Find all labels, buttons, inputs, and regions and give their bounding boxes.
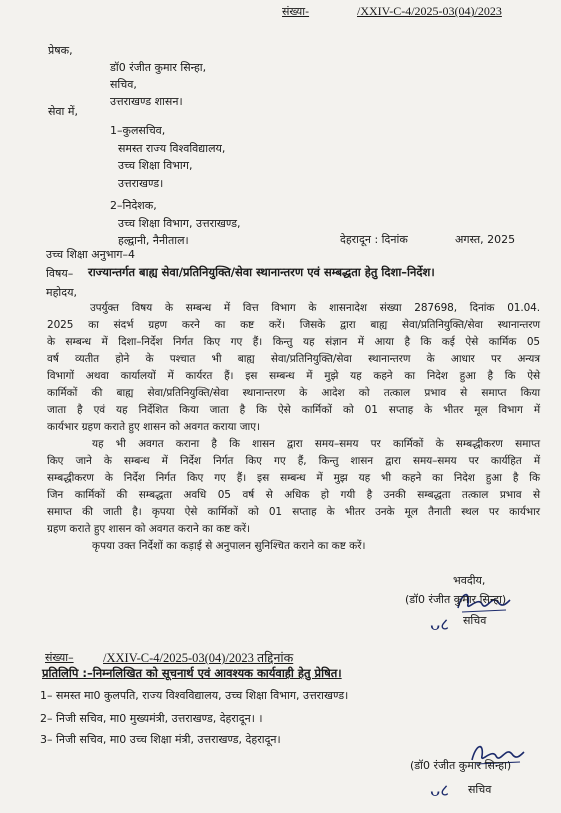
subject-label: विषय– <box>46 267 74 280</box>
recipient-1-line-4: उत्तराखण्ड। <box>118 177 164 190</box>
signature-1-designation: सचिव <box>463 614 487 627</box>
body-p1-line-8: कार्यभार ग्रहण कराते हुए शासन को अवगत कराया जाए। <box>47 421 261 433</box>
body-p3: कृपया उक्त निर्देशों का कड़ाई से अनुपालन सुनिश्चित कराने का कष्ट करें। <box>92 540 366 552</box>
initials-1-icon: ᴗ८ <box>430 615 450 635</box>
signature-2-name: (डॉ0 रंजीत कुमार सिन्हा) <box>410 759 512 772</box>
body-p1-line-1: उपर्युक्त विषय के सम्बन्ध में वित्त विभाग के शासनादेश संख्या 287698, दिनांक 01.04. <box>90 302 540 314</box>
month-year: अगस्त, 2025 <box>455 233 516 246</box>
copy-ref-number: /XXIV-C-4/2025-03(04)/2023 तद्दिनांक <box>103 651 294 665</box>
recipient-1-line-2: समस्त राज्य विश्वविद्यालय, <box>118 142 226 155</box>
body-p1-line-3: के सम्बन्ध में दिशा–निर्देश निर्गत किए गए हैं। किन्तु यह संज्ञान में आया है कि कई ऐसे कार्मिक 05 <box>47 336 540 348</box>
recipient-2-line-3: हल्द्वानी, नैनीताल। <box>118 234 189 247</box>
salutation: महोदय, <box>46 286 77 299</box>
body-p2-line-3: सम्बद्धीकरण के निर्देश निर्गत किए गए हैं। इस सम्बन्ध में मुझ यह भी कहने का निदेश हुआ है कि <box>47 472 540 484</box>
recipient-1-line-1: 1–कुलसचिव, <box>110 124 166 137</box>
copy-item-1: 1– समस्त मा0 कुलपति, राज्य विश्वविद्यालय, उच्च शिक्षा विभाग, उत्तराखण्ड। <box>40 689 349 702</box>
section-name: उच्च शिक्षा अनुभाग–4 <box>46 248 136 261</box>
body-p1-line-7: जाता है एवं यह निर्देशित किया जाता है कि ऐसे कार्मिकों को 01 सप्ताह के भीतर मूल विभाग में <box>47 404 540 416</box>
copy-item-3: 3– निजी सचिव, मा0 उच्च शिक्षा मंत्री, उत्तराखण्ड, देहरादून। <box>40 733 281 746</box>
body-p2-line-1: यह भी अवगत कराना है कि शासन द्वारा समय–समय पर कार्मिकों के सम्बद्धीकरण समाप्त <box>92 438 540 450</box>
body-p2-line-5: समाप्त की जाती है। कृपया ऐसे कार्मिकों को 01 सप्ताह के भीतर उनके मूल तैनाती स्थल पर कार्यभार <box>47 506 540 518</box>
copy-item-2: 2– निजी सचिव, मा0 मुख्यमंत्री, उत्तराखण्ड, देहरादून। । <box>40 712 263 725</box>
recipient-2-line-1: 2–निदेशक, <box>110 199 157 212</box>
body-p1-line-4: वर्ष व्यतीत होने के पश्चात भी बाह्य सेवा/प्रतिनियुक्ति/सेवा स्थानान्तरण के आधार पर अन्यत्र <box>47 353 540 365</box>
recipients-label: सेवा में, <box>48 105 78 118</box>
signature-1-name: (डॉ0 रंजीत कुमार सिन्हा) <box>405 593 507 606</box>
body-p2-line-2: किए जाने के सम्बन्ध में निर्देश निर्गत किए गए हैं, किन्तु शासन द्वारा समय–समय पर कार्यहित में <box>47 455 540 467</box>
sender-designation: सचिव, <box>110 78 137 91</box>
body-p2-line-4: जिन कार्मिकों की सम्बद्धता अवधि 05 वर्ष से अधिक हो गयी है उनकी सम्बद्धता तत्काल प्रभाव से <box>47 489 540 501</box>
signature-2-designation: सचिव <box>468 783 492 796</box>
recipient-1-line-3: उच्च शिक्षा विभाग, <box>118 159 193 172</box>
body-p1-line-6: कार्मिकों की बाह्य सेवा/प्रतिनियुक्ति/सेवा स्थानान्तरण के आदेश को तत्काल प्रभाव से समाप्त किया <box>47 387 540 399</box>
place-date: देहरादून : दिनांक <box>340 233 408 246</box>
sender-label: प्रेषक, <box>48 44 73 57</box>
sender-name: डॉ0 रंजीत कुमार सिन्हा, <box>110 61 207 74</box>
sender-office: उत्तराखण्ड शासन। <box>110 95 183 108</box>
ref-label: संख्या- <box>282 5 310 18</box>
recipient-2-line-2: उच्च शिक्षा विभाग, उत्तराखण्ड, <box>118 217 241 230</box>
initials-2-icon: ᴗ८ <box>430 781 450 801</box>
body-p2-line-6: ग्रहण कराते हुए शासन को अवगत कराने का कष्ट करें। <box>47 523 251 535</box>
copy-heading: प्रतिलिपि :–निम्नलिखित को सूचनार्थ एवं आवश्यक कार्यवाही हेतु प्रेषित। <box>42 666 342 680</box>
closing: भवदीय, <box>453 574 486 587</box>
subject-text: राज्यान्तर्गत बाह्य सेवा/प्रतिनियुक्ति/सेवा स्थानान्तरण एवं सम्बद्धता हेतु दिशा–निर्देश। <box>88 265 435 279</box>
body-p1-line-5: विभागों अथवा कार्यालयों में कार्यरत हैं। इस सम्बन्ध में मुझे यह कहने का निदेश हुआ है कि ऐसे <box>47 370 540 382</box>
ref-number: /XXIV-C-4/2025-03(04)/2023 <box>357 4 502 18</box>
body-p1-line-2: 2025 का संदर्भ ग्रहण करने का कष्ट करें। जिसके द्वारा बाह्य सेवा/प्रतिनियुक्ति/सेवा स्थानान्तरण <box>47 319 540 331</box>
copy-ref-label: संख्या– <box>45 651 74 664</box>
